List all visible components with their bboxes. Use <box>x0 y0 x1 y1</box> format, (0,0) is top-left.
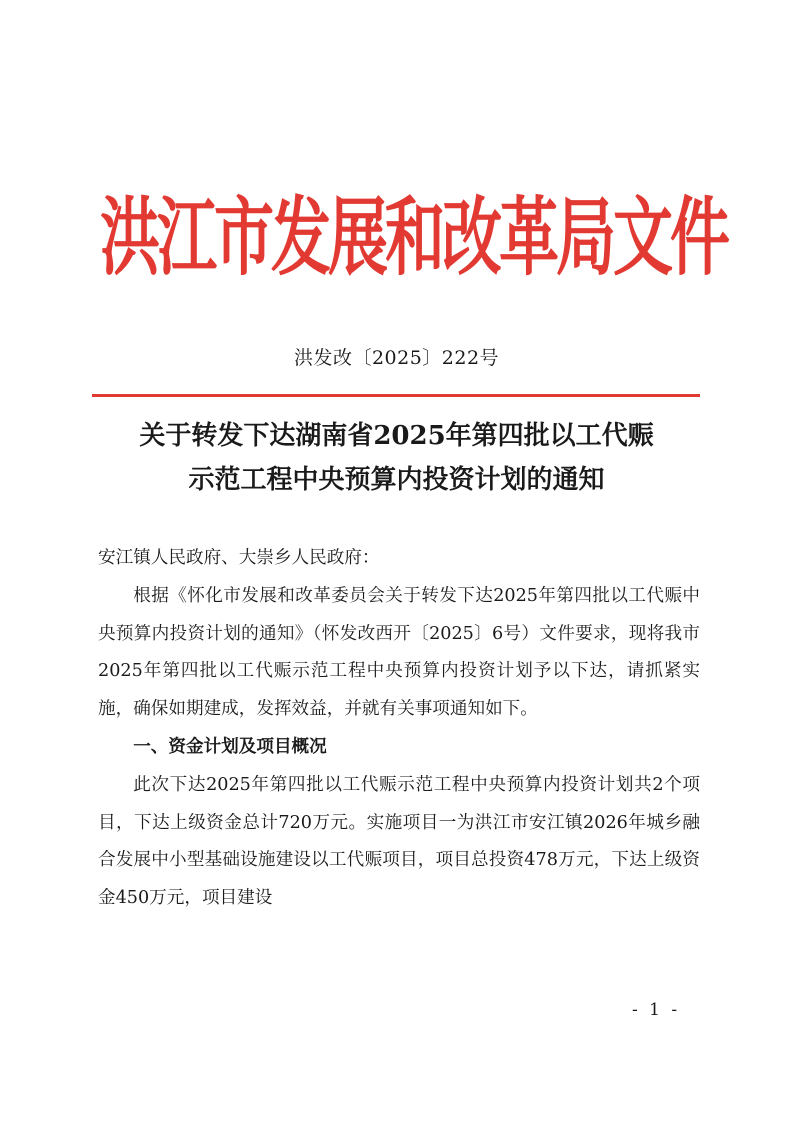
document-title <box>90 414 703 502</box>
red-divider-line <box>92 394 700 397</box>
paragraph-1: 根据《怀化市发展和改革委员会关于转发下达2025年第四批以工代赈中央预算内投资计划的通知》（怀发改西开〔2025〕6号）文件要求，现将我市2025年第四批以工代赈示范工程中央预算内投资计划予以下达，请抓紧实施，确保如期建成，发挥效益，并就有关事项通知如下。 <box>98 585 700 720</box>
salutation: 安江镇人民政府、大崇乡人民政府： <box>98 548 380 568</box>
masthead-title: 洪江市发展和改革局文件 <box>100 188 727 289</box>
document-number: 洪发改〔2025〕222号 <box>293 347 500 369</box>
paragraph-2: 此次下达2025年第四批以工代赈示范工程中央预算内投资计划共2个项目，下达上级资金总计720万元。实施项目一为洪江市安江镇2026年城乡融合发展中小型基础设施建设以工代赈项目，项目总投资478万元，下达上级资金450万元，项目建设 <box>98 774 700 909</box>
title-line-2: 示范工程中央预算内投资计划的通知 <box>188 465 605 495</box>
page-number: - 1 - <box>632 1000 681 1020</box>
title-line-1: 关于转发下达湖南省2025年第四批以工代赈 <box>139 421 654 451</box>
document-body <box>98 540 700 918</box>
section-heading-1: 一、资金计划及项目概况 <box>133 736 327 757</box>
